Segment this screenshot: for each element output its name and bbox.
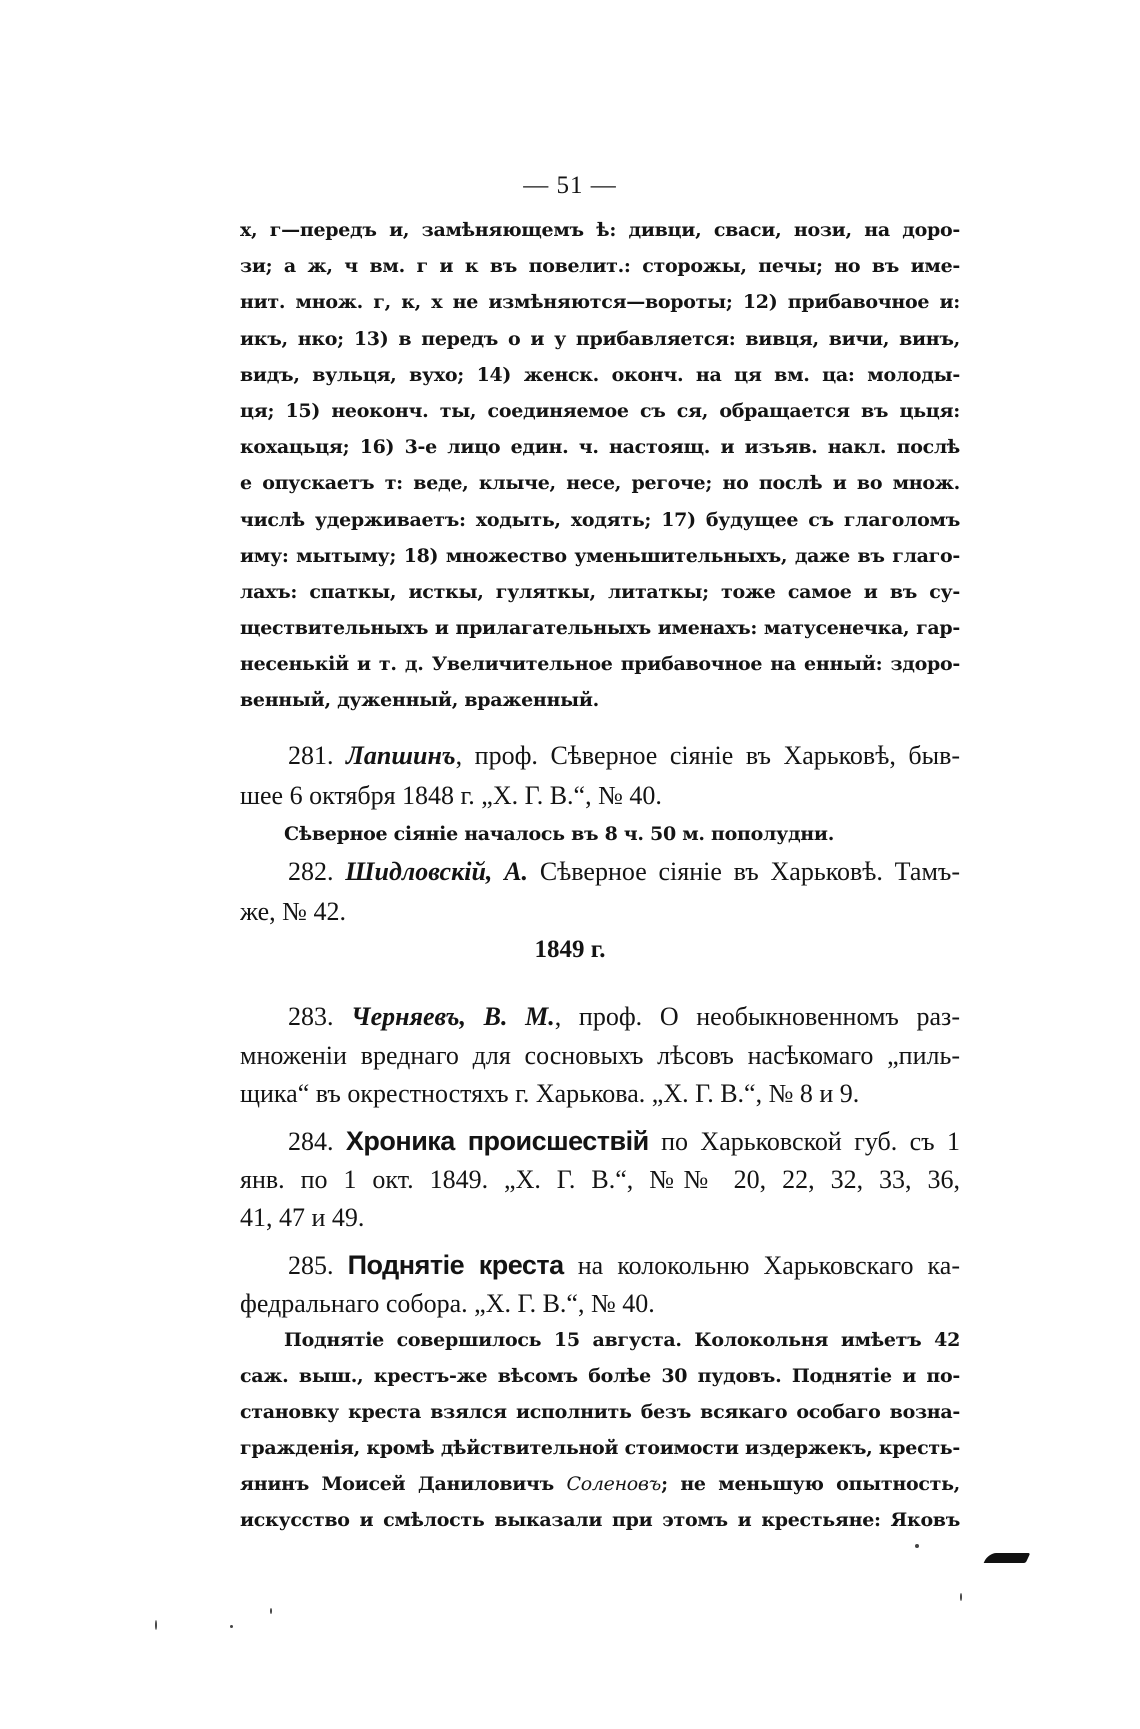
note-line: Сѣверное сіяніе началось въ 8 ч. 50 м. пополудни. [284,823,835,845]
text-line: иму: мытыму; 18) множество уменьшительныхъ, даже въ глаго- [240,544,960,567]
entry-text-line: шее 6 октября 1848 г. „Х. Г. В.“, № 40. [240,781,662,810]
text-line: нит. множ. г, к, х не измѣняются—вороты; 12) прибавочное и: [240,291,960,314]
author-name: Лапшинъ [346,741,456,770]
note-text: янинъ Моисей Даниловичъ [240,1473,567,1495]
scan-speck [230,1625,233,1628]
entry-text: Сѣверное сіяніе въ Харьковѣ. Тамъ- [528,857,960,886]
entry-285 [240,1246,960,1323]
text-line: лахъ: спаткы, исткы, гуляткы, литаткы; тоже самое и въ су- [240,580,960,603]
entry-heading-line [240,1246,960,1285]
entry-heading-line [240,852,960,892]
year-heading: 1849 г. [534,936,606,963]
text-line: ця; 15) неоконч. ты, соединяемое съ ся, обращается въ цьця: [240,399,960,422]
entry-number: 285. [288,1251,334,1280]
scan-speck [270,1608,272,1614]
entry-281-note [240,816,960,852]
scan-speck [915,1544,919,1548]
text-line: кохацьця; 16) 3-е лицо един. ч. настоящ. и изъяв. накл. послѣ [240,436,960,459]
continuation-paragraph [240,212,960,719]
entry-text-line: же, № 42. [240,897,346,926]
entry-heading-line [240,998,960,1037]
entry-number: 284. [288,1127,334,1156]
person-name: Соленовъ [566,1473,662,1495]
author-name: Шидловскій, А. [345,857,529,886]
author-name: Черняевъ, В. М. [351,1002,555,1031]
note-line [240,1466,960,1502]
entry-281 [240,736,960,816]
text-line: зи; а ж, ч вм. г и к въ повелит.: сторожы, печы; но въ име- [240,255,960,278]
note-line: саж. выш., крестъ-же вѣсомъ болѣе 30 пудовъ. Поднятіе и по- [240,1365,960,1387]
note-line: Поднятіе совершилось 15 августа. Колокольня имѣетъ 42 [284,1329,960,1351]
note-text: ; не меньшую опытность, [661,1473,960,1495]
note-line: гражденія, кромѣ дѣйствительной стоимости издержекъ, кресть- [240,1437,960,1459]
scan-ink-smudge [984,1553,1031,1563]
entry-number: 283. [288,1002,334,1031]
page-number: — 51 — [523,172,617,199]
text-line: венный, дуженный, враженный. [240,689,599,712]
entry-text: на колокольню Харьковскаго ка- [563,1251,960,1280]
entry-text: по Харьковской губ. съ 1 [648,1127,960,1156]
note-line: становку креста взялся исполнить безъ всякаго особаго возна- [240,1401,960,1423]
text-line: ществительныхъ и прилагательныхъ именахъ: матусенечка, гар- [240,617,960,640]
entry-282 [240,852,960,932]
scan-speck [155,1620,157,1630]
text-line: е опускаетъ т: веде, клыче, несе, регоче; но послѣ и во множ. [240,472,960,495]
entry-text-line: янв. по 1 окт. 1849. „Х. Г. В.“, №№ 20, 22, 32, 33, 36, [240,1164,960,1194]
entry-283 [240,998,960,1114]
entry-title: Поднятіе креста [347,1250,564,1280]
text-line: числѣ удерживаетъ: ходыть, ходять; 17) будущее съ глаголомъ [240,508,960,531]
entry-284 [240,1122,960,1238]
entry-text-line: 41, 47 и 49. [240,1203,365,1232]
entry-title: Хроника происшествій [345,1126,649,1156]
text-line: х, г—передъ и, замѣняющемъ ѣ: дивци, сваси, нози, на доро- [240,219,960,241]
text-line: видъ, вульця, вухо; 14) женск. оконч. на ця вм. ца: молоды- [240,363,960,386]
entry-text-line: щика“ въ окрестностяхъ г. Харькова. „Х. Г. В.“, № 8 и 9. [240,1079,860,1108]
entry-number: 281. [288,741,334,770]
entry-heading-line [240,736,960,776]
entry-text: , проф. Сѣверное сіяніе въ Харьковѣ, быв- [455,741,960,770]
entry-285-note [240,1322,960,1538]
note-line: искусство и смѣлость выказали при этомъ и крестьяне: Яковъ [240,1509,960,1531]
entry-text-line: множеніи вреднаго для сосновыхъ лѣсовъ насѣкомаго „пиль- [240,1040,960,1070]
entry-text-line: федральнаго собора. „Х. Г. В.“, № 40. [240,1288,655,1318]
text-line: несенькій и т. д. Увеличительное прибавочное на енный: здоро- [240,653,960,676]
entry-heading-line [240,1122,960,1161]
entry-text: , проф. О необыкновенномъ раз- [554,1002,960,1031]
entry-number: 282. [288,857,334,886]
text-line: икъ, нко; 13) в передъ о и у прибавляется: вивця, вичи, винъ, [240,327,960,350]
scan-speck [960,1593,962,1601]
